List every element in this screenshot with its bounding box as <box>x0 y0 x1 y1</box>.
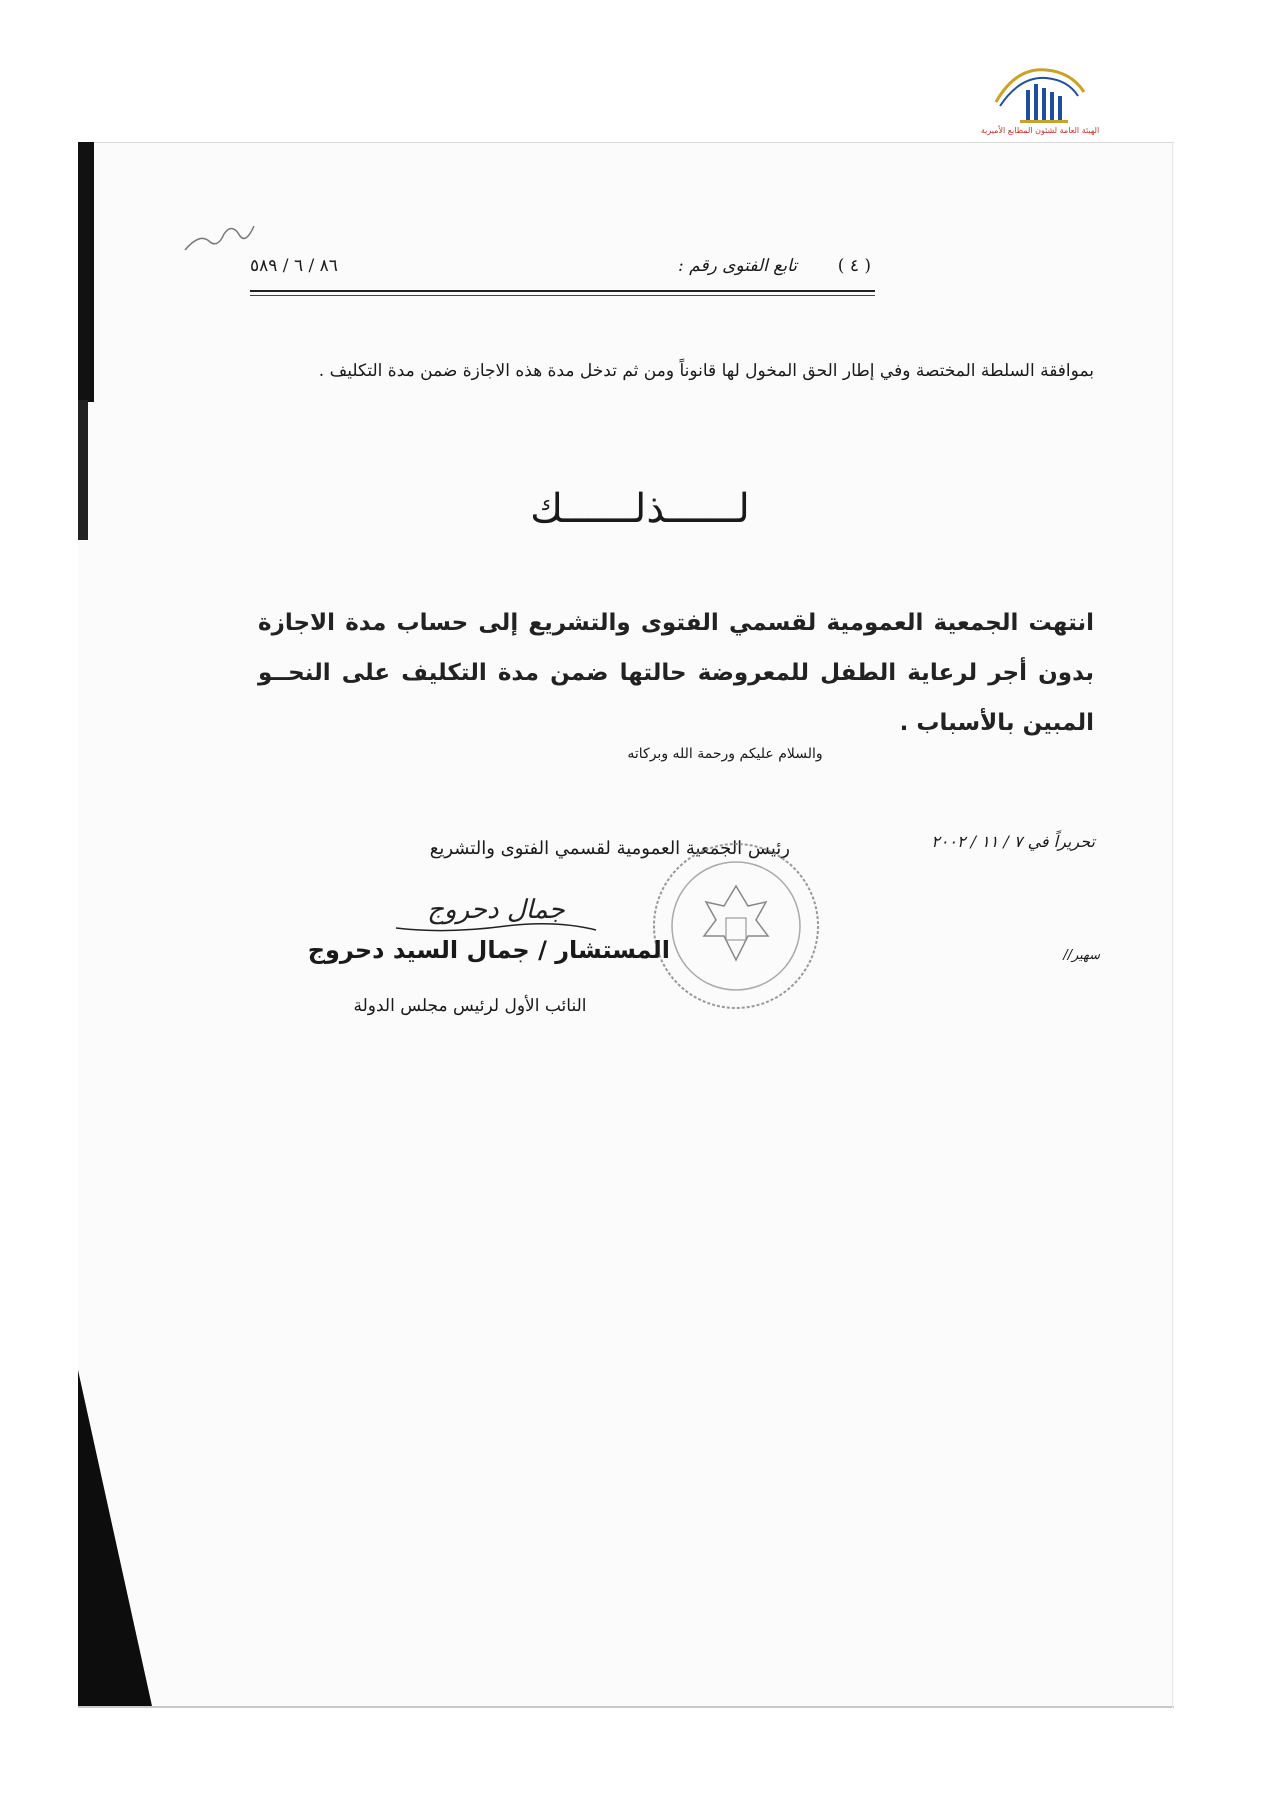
issue-date: تحريراً في ٧ / ١١ / ٢٠٠٢ <box>931 832 1095 851</box>
scan-edge <box>78 1706 1174 1708</box>
header-rule <box>250 290 875 292</box>
section-heading: لــــــذلــــــك <box>530 486 750 532</box>
signer-name: المستشار / جمال السيد دحروج <box>307 936 670 964</box>
scan-shadow <box>78 400 88 540</box>
logo-caption: الهيئة العامة لشئون المطابع الأميرية <box>980 126 1100 135</box>
body-paragraph-2: انتهت الجمعية العمومية لقسمي الفتوى والتشريع إلى حساب مدة الاجازة بدون أجر لرعاية الطفل للمعروضة حالتها ضمن مدة التكليف على النحــو المبين بالأسباب . <box>258 610 1094 736</box>
scan-shadow <box>78 142 94 402</box>
fatwa-number: ٨٦ / ٦ / ٥٨٩ <box>250 256 338 276</box>
official-seal <box>646 836 826 1016</box>
page-header <box>250 248 875 282</box>
signature-text: جمال دحروج <box>427 895 565 925</box>
signer-role: رئيس الجمعية العمومية لقسمي الفتوى والتشريع <box>429 838 790 859</box>
handwritten-mark <box>180 212 260 262</box>
header-label: تابع الفتوى رقم : <box>678 256 797 276</box>
header-rule <box>250 295 875 296</box>
body-paragraph-1: بموافقة السلطة المختصة وفي إطار الحق المخول لها قانوناً ومن ثم تدخل مدة هذه الاجازة ضمن مدة التكليف . <box>318 361 1094 381</box>
closing-greeting: والسلام عليكم ورحمة الله وبركاته <box>627 746 823 762</box>
scan-shadow <box>78 1370 152 1706</box>
scan-edge <box>78 142 1174 143</box>
handwritten-signature <box>376 886 616 938</box>
page-number: ( ٤ ) <box>837 256 871 276</box>
typist-initials: سهير// <box>1063 948 1100 963</box>
scan-edge <box>1172 142 1173 1708</box>
signer-title: النائب الأول لرئيس مجلس الدولة <box>353 996 587 1016</box>
